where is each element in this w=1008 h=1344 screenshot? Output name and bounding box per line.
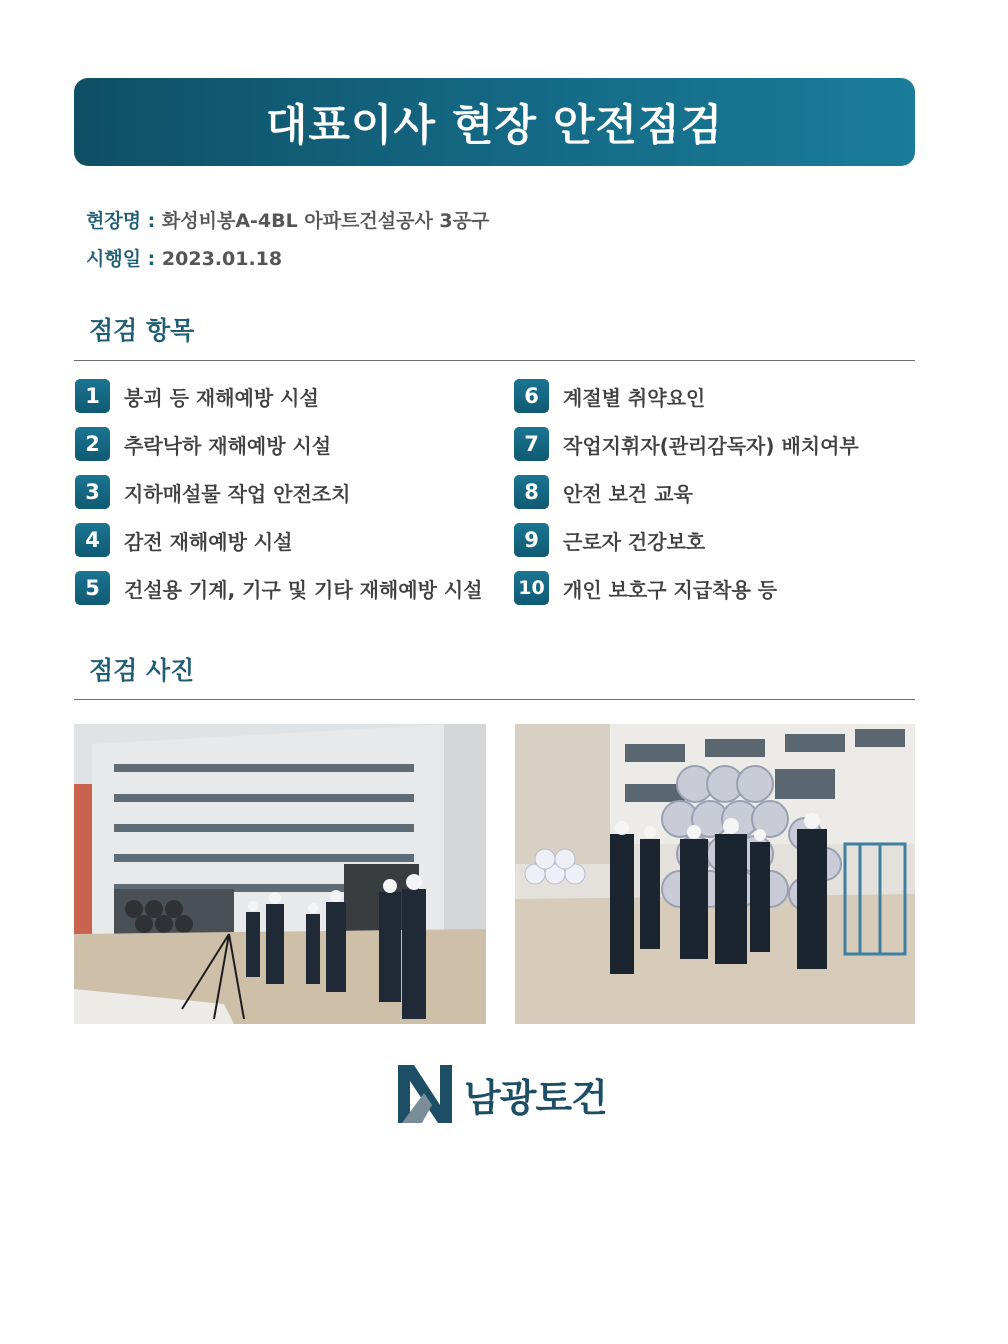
item-number: 1	[75, 379, 110, 413]
item-label: 근로자 건강보호	[563, 529, 706, 554]
item-number: 10	[514, 571, 549, 605]
item-number: 9	[514, 523, 549, 557]
photos-section-title: 점검 사진	[89, 656, 195, 685]
item-number: 7	[514, 427, 549, 461]
checklist-item-2	[75, 427, 331, 461]
date-label: 시행일 :	[86, 248, 156, 270]
item-label: 지하매설물 작업 안전조치	[124, 481, 351, 506]
photos-divider	[74, 699, 915, 700]
checklist-item-3	[75, 475, 350, 509]
item-label: 붕괴 등 재해예방 시설	[124, 385, 319, 410]
item-number: 3	[75, 475, 110, 509]
item-number: 6	[514, 379, 549, 413]
item-number: 8	[514, 475, 549, 509]
checklist-item-9	[514, 523, 705, 557]
items-divider	[74, 360, 915, 361]
checklist-item-7	[514, 427, 859, 461]
checklist-item-4	[75, 523, 293, 557]
item-label: 안전 보건 교육	[563, 481, 693, 506]
item-number: 5	[75, 571, 110, 605]
date-info	[86, 244, 282, 271]
company-logo	[394, 1062, 624, 1126]
title-banner	[74, 78, 915, 166]
checklist-item-8	[514, 475, 693, 509]
company-name: 남광토건	[464, 1075, 607, 1120]
checklist-item-5	[75, 571, 483, 605]
checklist-item-1	[75, 379, 319, 413]
date-value: 2023.01.18	[161, 248, 283, 270]
items-section-title: 점검 항목	[89, 316, 195, 345]
page-title: 대표이사 현장 안전점검	[265, 100, 724, 151]
site-value: 화성비봉A-4BL 아파트건설공사 3공구	[161, 210, 490, 232]
item-label: 건설용 기계, 기구 및 기타 재해예방 시설	[124, 577, 483, 602]
item-number: 4	[75, 523, 110, 557]
item-number: 2	[75, 427, 110, 461]
inspection-photo-pipes	[515, 724, 915, 1024]
checklist-item-6	[514, 379, 705, 413]
item-label: 추락낙하 재해예방 시설	[124, 433, 332, 458]
checklist-item-10	[514, 571, 777, 605]
company-logo-icon	[394, 1063, 454, 1125]
site-label: 현장명 :	[86, 210, 156, 232]
site-info	[86, 206, 489, 233]
item-label: 감전 재해예방 시설	[124, 529, 293, 554]
item-label: 개인 보호구 지급착용 등	[563, 577, 778, 602]
item-label: 계절별 취약요인	[563, 385, 706, 410]
inspection-photo-building	[74, 724, 486, 1024]
item-label: 작업지휘자(관리감독자) 배치여부	[563, 433, 859, 458]
